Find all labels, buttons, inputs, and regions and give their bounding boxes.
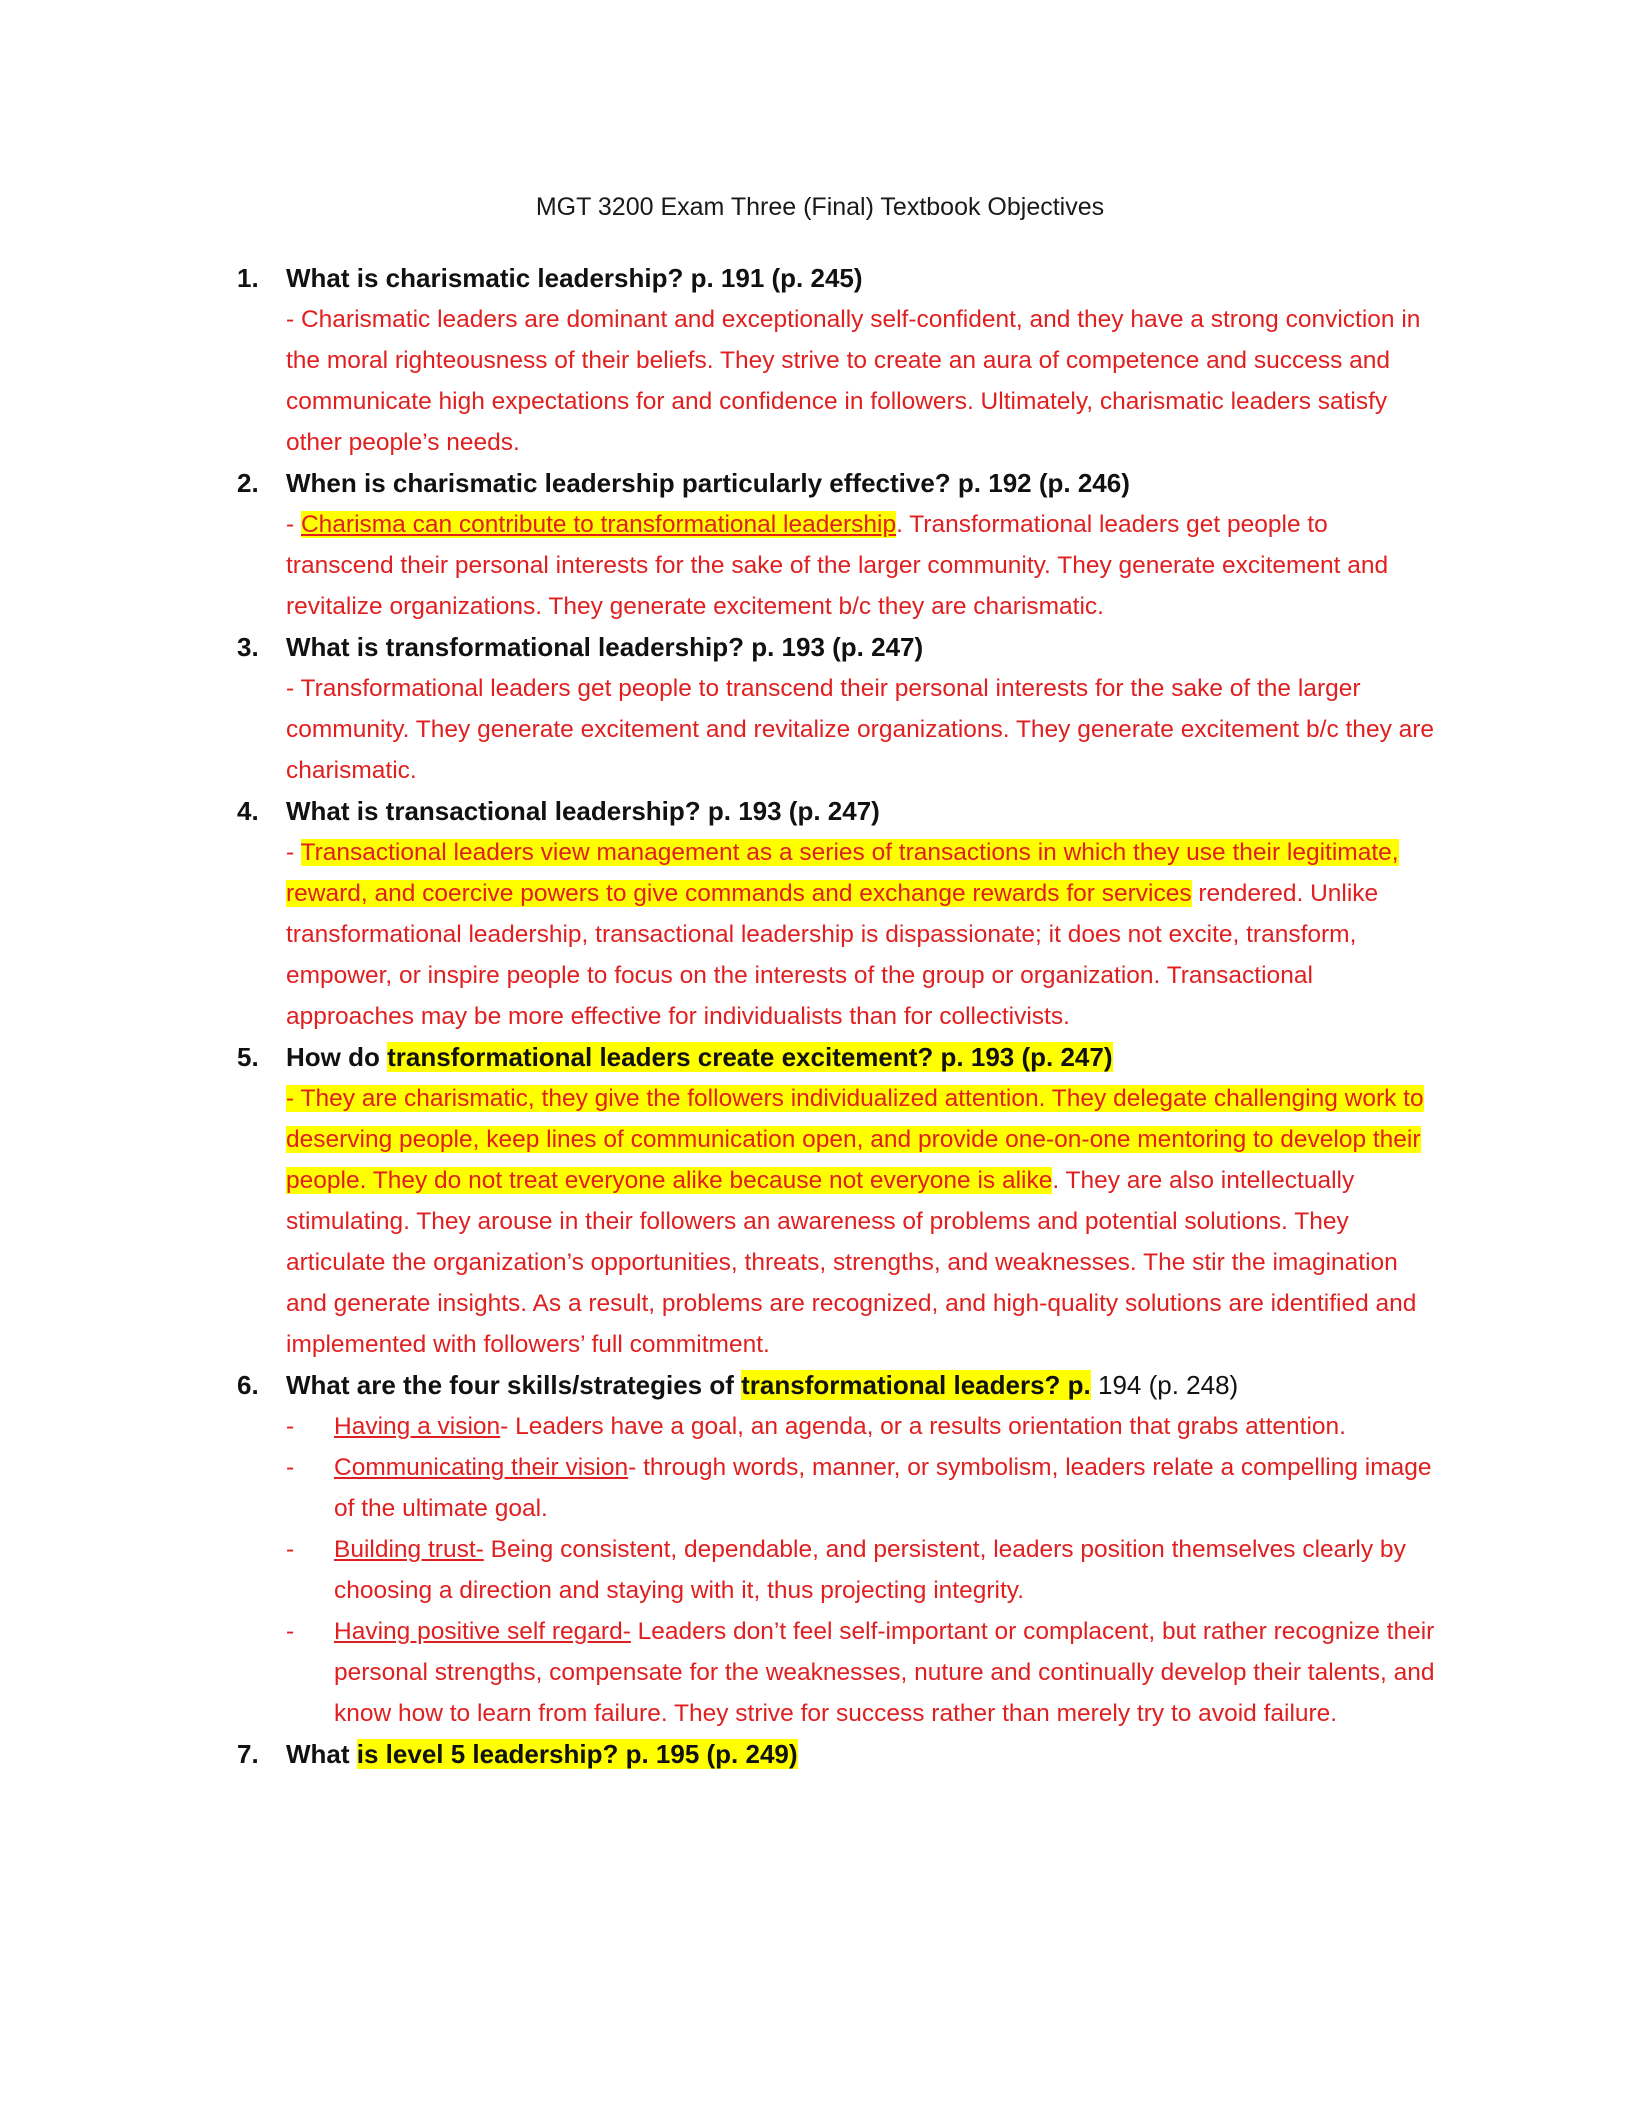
answer-text	[286, 1078, 1436, 1365]
bullet-term: Having positive self regard-	[334, 1618, 631, 1645]
objectives-list	[0, 258, 1640, 1775]
objective-4	[0, 791, 1640, 1037]
question-prefix: What	[286, 1739, 357, 1769]
item-number: 3.	[237, 632, 259, 662]
objective-1	[0, 258, 1640, 463]
question-rest: 194 (p. 248)	[1090, 1370, 1239, 1400]
strategy-bullet	[286, 1406, 1446, 1447]
bullet-dash: -	[286, 1413, 295, 1440]
highlighted-text: Transactional leaders view management as a series of transactions in which they use their legitimate, reward, and coercive powers to give commands and exchange rewards for services	[286, 839, 1399, 907]
bullet-term: Having a vision	[334, 1413, 501, 1440]
item-number: 1.	[237, 263, 259, 293]
objective-3	[0, 627, 1640, 791]
answer-text: - Transformational leaders get people to transcend their personal interests for the sake of the larger community. They generate excitement and revitalize organizations. They generate excitement b/c they are charismatic.	[286, 675, 1435, 784]
highlighted-text: - They are charismatic, they give the followers individualized attention. They delegate challenging work to deserving people, keep lines of communication open, and provide one-on-one mentoring to develop their people. They do not treat everyone alike because not everyone is alike	[286, 1085, 1424, 1194]
bullet-dash: -	[286, 1454, 295, 1481]
objective-5	[0, 1037, 1640, 1365]
page-title: MGT 3200 Exam Three (Final) Textbook Objectives	[535, 193, 1105, 221]
question-text	[286, 1037, 1436, 1078]
item-number: 7.	[237, 1739, 259, 1769]
question-text: What is transactional leadership? p. 193 (p. 247)	[286, 796, 880, 826]
bullet-term: Communicating their vision	[334, 1454, 629, 1481]
question-text: When is charismatic leadership particularly effective? p. 192 (p. 246)	[286, 468, 1130, 498]
question-text: What is charismatic leadership? p. 191 (p. 245)	[286, 263, 863, 293]
answer-prefix: -	[286, 511, 301, 538]
strategy-bullet	[286, 1611, 1446, 1734]
bullet-text: - Leaders have a goal, an agenda, or a results orientation that grabs attention.	[500, 1413, 1346, 1440]
objective-2	[0, 463, 1640, 627]
bullet-dash: -	[286, 1618, 295, 1645]
strategy-bullet	[286, 1529, 1446, 1611]
bullet-dash: -	[286, 1536, 295, 1563]
question-text: What is transformational leadership? p. 193 (p. 247)	[286, 632, 924, 662]
bullet-term: Building trust-	[334, 1536, 484, 1563]
answer-text: - Charismatic leaders are dominant and exceptionally self-confident, and they have a strong conviction in the moral righteousness of their beliefs. They strive to create an aura of competence and success and communicate high expectations for and confidence in followers. Ultimately, charismatic leaders satisfy other people’s needs.	[286, 306, 1421, 456]
question-text	[286, 1734, 1436, 1775]
question-text	[286, 1365, 1436, 1406]
item-number: 6.	[237, 1370, 259, 1400]
objective-7	[0, 1734, 1640, 1775]
highlighted-question: transformational leaders create excitement? p. 193 (p. 247)	[387, 1042, 1113, 1072]
answer-text	[286, 832, 1436, 1037]
strategy-bullet	[286, 1447, 1446, 1529]
bullet-text: - through words, manner, or symbolism, leaders relate a compelling image of the ultimate goal.	[334, 1454, 1432, 1522]
question-prefix: What are the four skills/strategies of	[286, 1370, 742, 1400]
question-prefix: How do	[286, 1042, 388, 1072]
highlighted-text: Charisma can contribute to transformational leadership	[300, 511, 897, 538]
item-number: 4.	[237, 796, 259, 826]
answer-rest: . They are also intellectually stimulating. They arouse in their followers an awareness of problems and potential solutions. They articulate the organization’s opportunities, threats, strengths, and weaknesses. The stir the imagination and generate insights. As a result, problems are recognized, and high-quality solutions are identified and implemented with followers’ full commitment.	[286, 1167, 1417, 1358]
highlighted-question: transformational leaders? p.	[741, 1370, 1091, 1400]
bullet-text: Leaders don’t feel self-important or complacent, but rather recognize their personal strengths, compensate for the weaknesses, nuture and continually develop their talents, and know how to learn from failure. They strive for success rather than merely try to avoid failure.	[334, 1618, 1435, 1727]
answer-prefix: -	[286, 839, 301, 866]
answer-rest: rendered. Unlike transformational leadership, transactional leadership is dispassionate; it does not excite, transform, empower, or inspire people to focus on the interests of the group or organization. Transactional approaches may be more effective for individualists than for collectivists.	[286, 880, 1379, 1030]
item-number: 5.	[237, 1042, 259, 1072]
answer-text	[286, 504, 1436, 627]
answer-rest: . Transformational leaders get people to transcend their personal interests for the sake of the larger community. They generate excitement and revitalize organizations. They generate excitement b/c they are charismatic.	[286, 511, 1389, 620]
objective-6	[0, 1365, 1640, 1734]
highlighted-question: is level 5 leadership? p. 195 (p. 249)	[356, 1739, 798, 1769]
item-number: 2.	[237, 468, 259, 498]
bullet-text: Being consistent, dependable, and persistent, leaders position themselves clearly by choosing a direction and staying with it, thus projecting integrity.	[334, 1536, 1406, 1604]
